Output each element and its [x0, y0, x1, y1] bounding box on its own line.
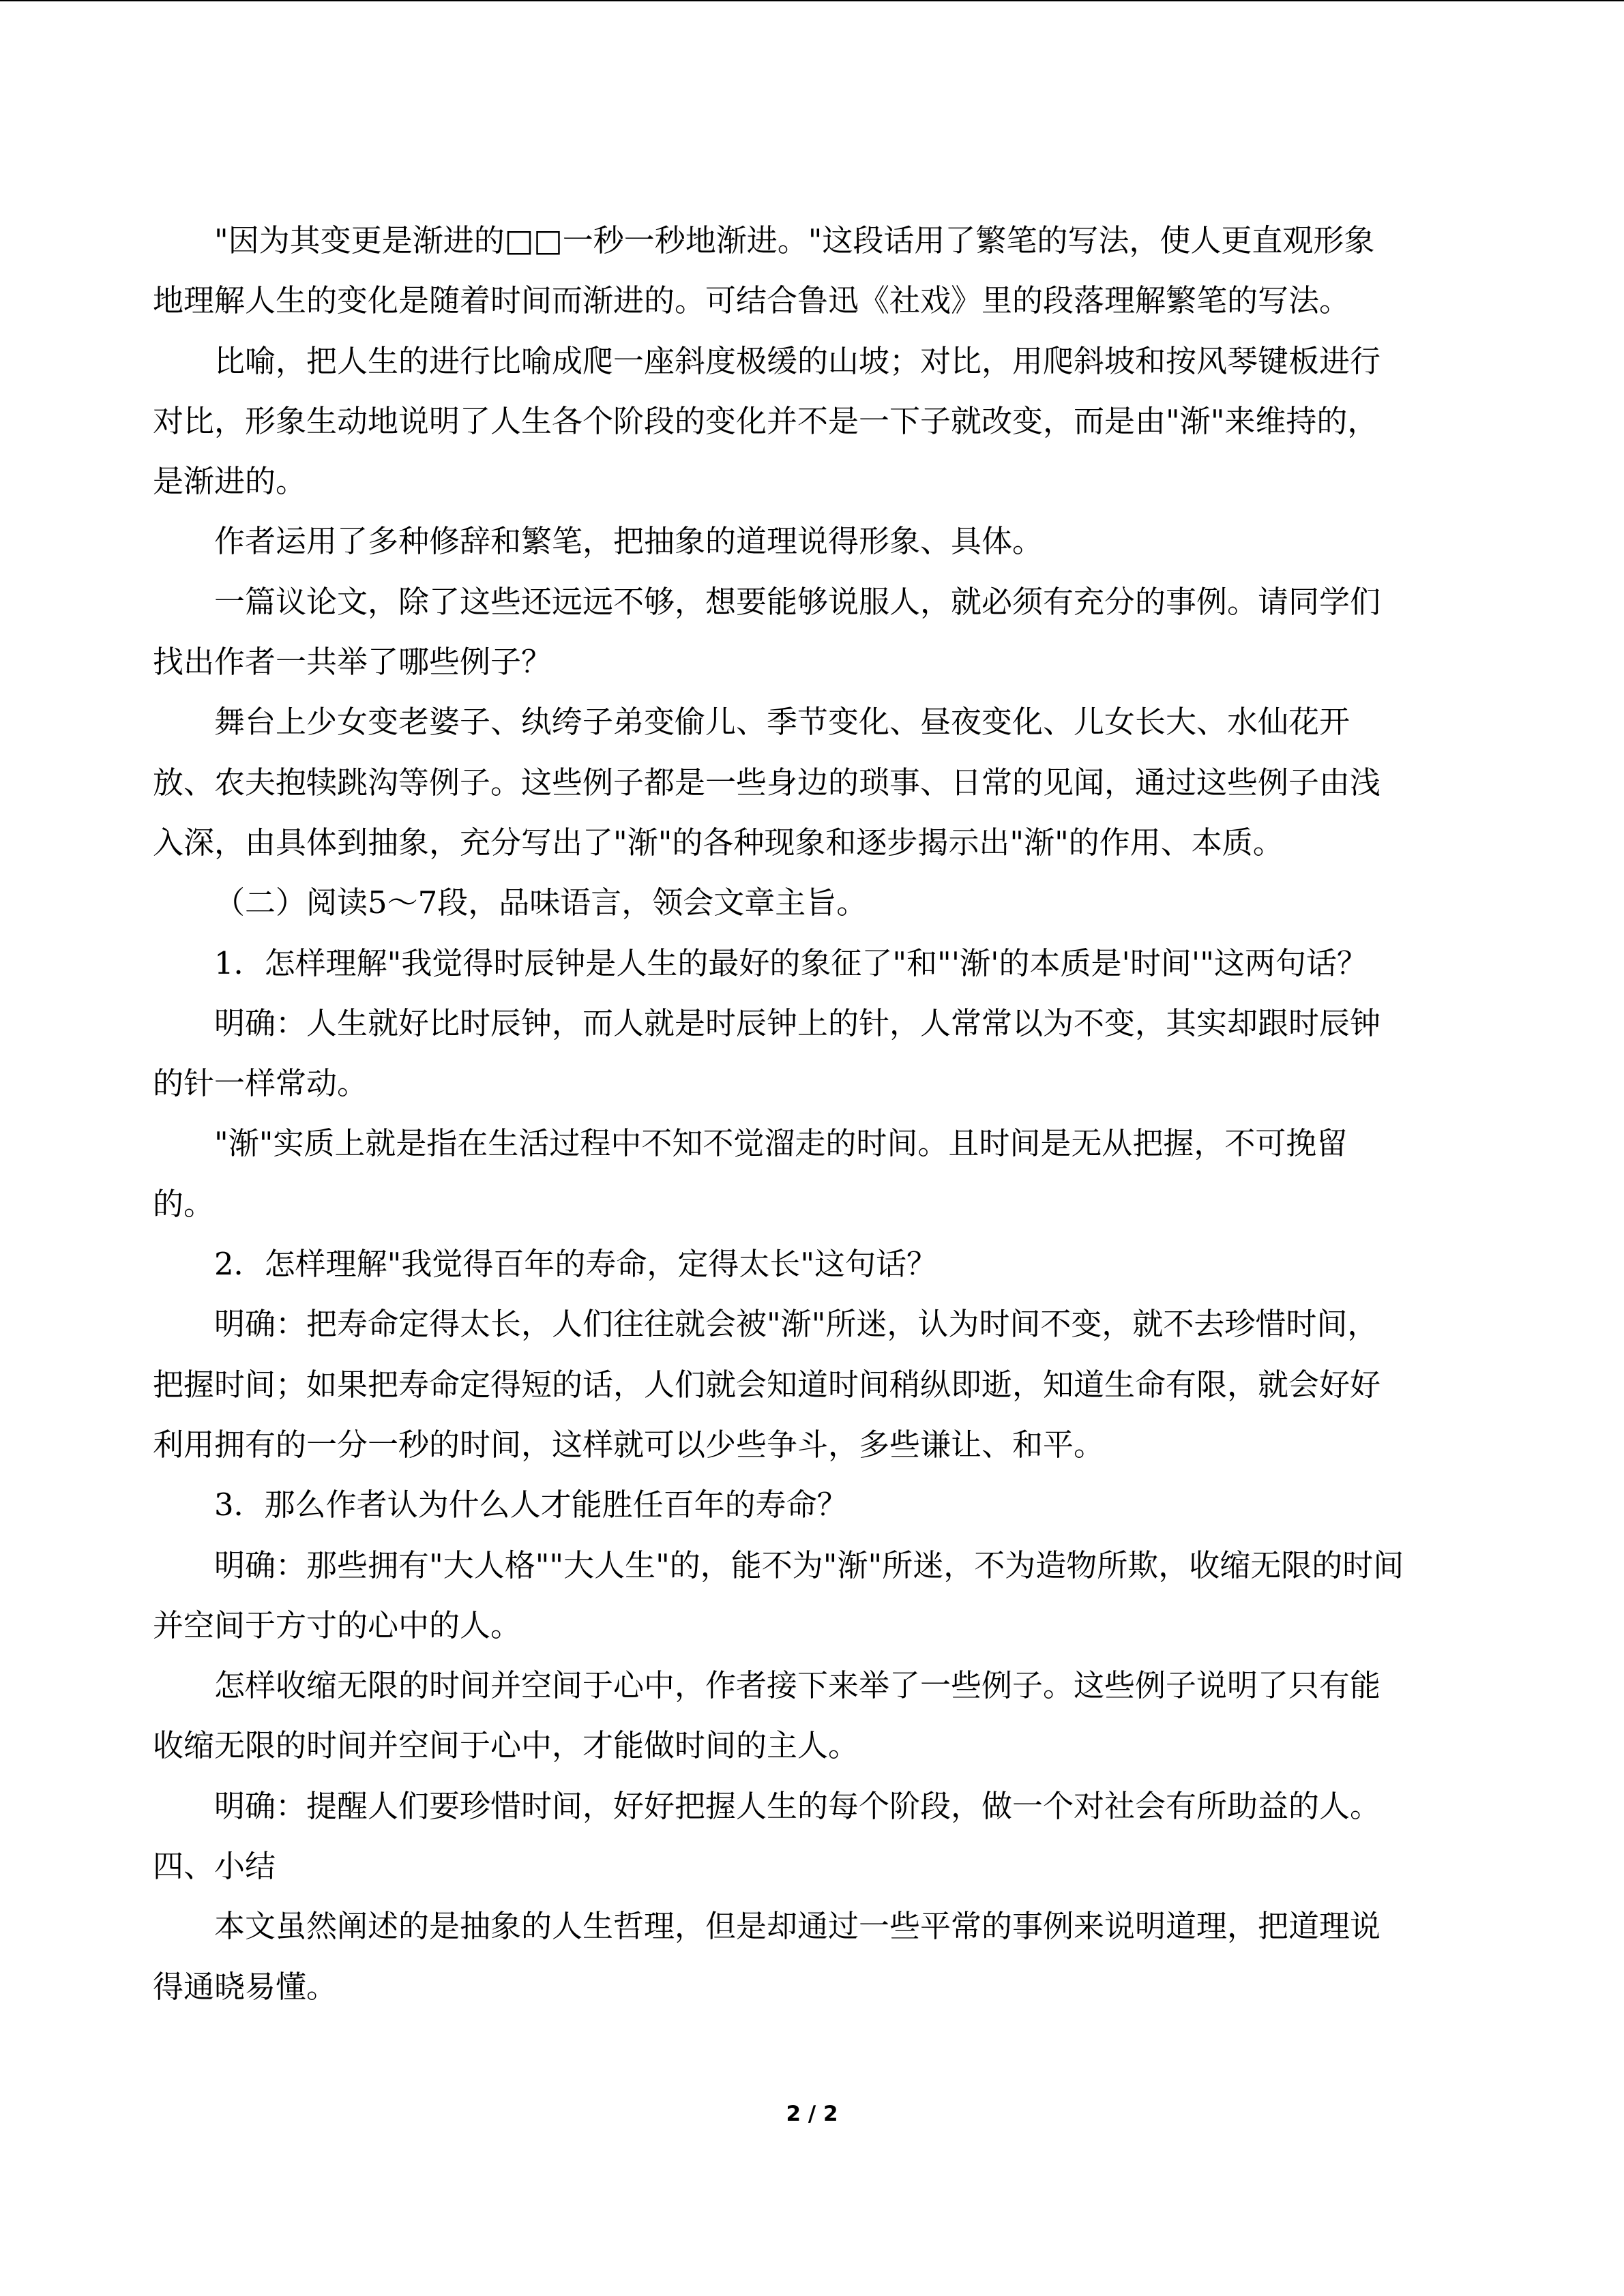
- answer-line: 并空间于方寸的心中的人。: [153, 1607, 522, 1643]
- paragraph-line: 作者运用了多种修辞和繁笔，把抽象的道理说得形象、具体。: [214, 523, 1044, 560]
- paragraph-line: 找出作者一共举了哪些例子？: [153, 644, 552, 681]
- paragraph-line: 怎样收缩无限的时间并空间于心中，作者接下来举了一些例子。这些例子说明了只有能: [214, 1667, 1381, 1704]
- paragraph-line: 入深，由具体到抽象，充分写出了"渐"的各种现象和逐步揭示出"渐"的作用、本质。: [153, 824, 1284, 861]
- document-body: [153, 211, 1471, 2017]
- page-number: 2 / 2: [786, 2102, 838, 2126]
- paragraph-line: 是渐进的。: [153, 463, 307, 500]
- answer-line: 利用拥有的一分一秒的时间，这样就可以少些争斗，多些谦让、和平。: [153, 1426, 1105, 1463]
- paragraph-line: "因为其变更是渐进的□□一秒一秒地渐进。"这段话用了繁笔的写法，使人更直观形象: [214, 222, 1375, 258]
- paragraph-line: 收缩无限的时间并空间于心中，才能做时间的主人。: [153, 1727, 859, 1764]
- question-line: 1．怎样理解"我觉得时辰钟是人生的最好的象征了"和"'渐'的本质是'时间'"这两句话？: [214, 944, 1368, 981]
- paragraph-line: "渐"实质上就是指在生活过程中不知不觉溜走的时间。且时间是无从把握，不可挽留: [214, 1125, 1348, 1162]
- paragraph-line: 对比，形象生动地说明了人生各个阶段的变化并不是一下子就改变，而是由"渐"来维持的，: [153, 402, 1378, 439]
- paragraph-line: 地理解人生的变化是随着时间而渐进的。可结合鲁迅《社戏》里的段落理解繁笔的写法。: [153, 282, 1350, 319]
- paragraph-line: 比喻，把人生的进行比喻成爬一座斜度极缓的山坡；对比，用爬斜坡和按风琴键板进行: [214, 342, 1381, 379]
- answer-line: 把握时间；如果把寿命定得短的话，人们就会知道时间稍纵即逝，知道生命有限，就会好好: [153, 1366, 1381, 1403]
- summary-line: 本文虽然阐述的是抽象的人生哲理，但是却通过一些平常的事例来说明道理，把道理说: [214, 1908, 1381, 1945]
- answer-line: 明确：那些拥有"大人格""大人生"的，能不为"渐"所迷，不为造物所欺，收缩无限的时间: [214, 1547, 1404, 1583]
- paragraph-line: 舞台上少女变老婆子、纨绔子弟变偷儿、季节变化、昼夜变化、儿女长大、水仙花开: [214, 704, 1350, 741]
- answer-line: 明确：提醒人们要珍惜时间，好好把握人生的每个阶段，做一个对社会有所助益的人。: [214, 1787, 1381, 1824]
- summary-line: 得通晓易懂。: [153, 1968, 338, 2005]
- question-line: 3．那么作者认为什么人才能胜任百年的寿命？: [214, 1487, 848, 1523]
- answer-line: 明确：人生就好比时辰钟，而人就是时辰钟上的针，人常常以为不变，其实却跟时辰钟: [214, 1004, 1381, 1041]
- answer-line: 明确：把寿命定得太长，人们往往就会被"渐"所迷，认为时间不变，就不去珍惜时间，: [214, 1306, 1378, 1343]
- paragraph-line: 放、农夫抱犊跳沟等例子。这些例子都是一些身边的琐事、日常的见闻，通过这些例子由浅: [153, 764, 1381, 801]
- paragraph-line: 一篇议论文，除了这些还远远不够，想要能够说服人，就必须有充分的事例。请同学们: [214, 583, 1381, 620]
- paragraph-line: 的。: [153, 1185, 215, 1222]
- section-heading: 四、小结: [153, 1848, 276, 1885]
- answer-line: 的针一样常动。: [153, 1065, 368, 1102]
- question-line: 2．怎样理解"我觉得百年的寿命，定得太长"这句话？: [214, 1246, 938, 1283]
- section-heading: （二）阅读5～7段，品味语言，领会文章主旨。: [214, 884, 868, 921]
